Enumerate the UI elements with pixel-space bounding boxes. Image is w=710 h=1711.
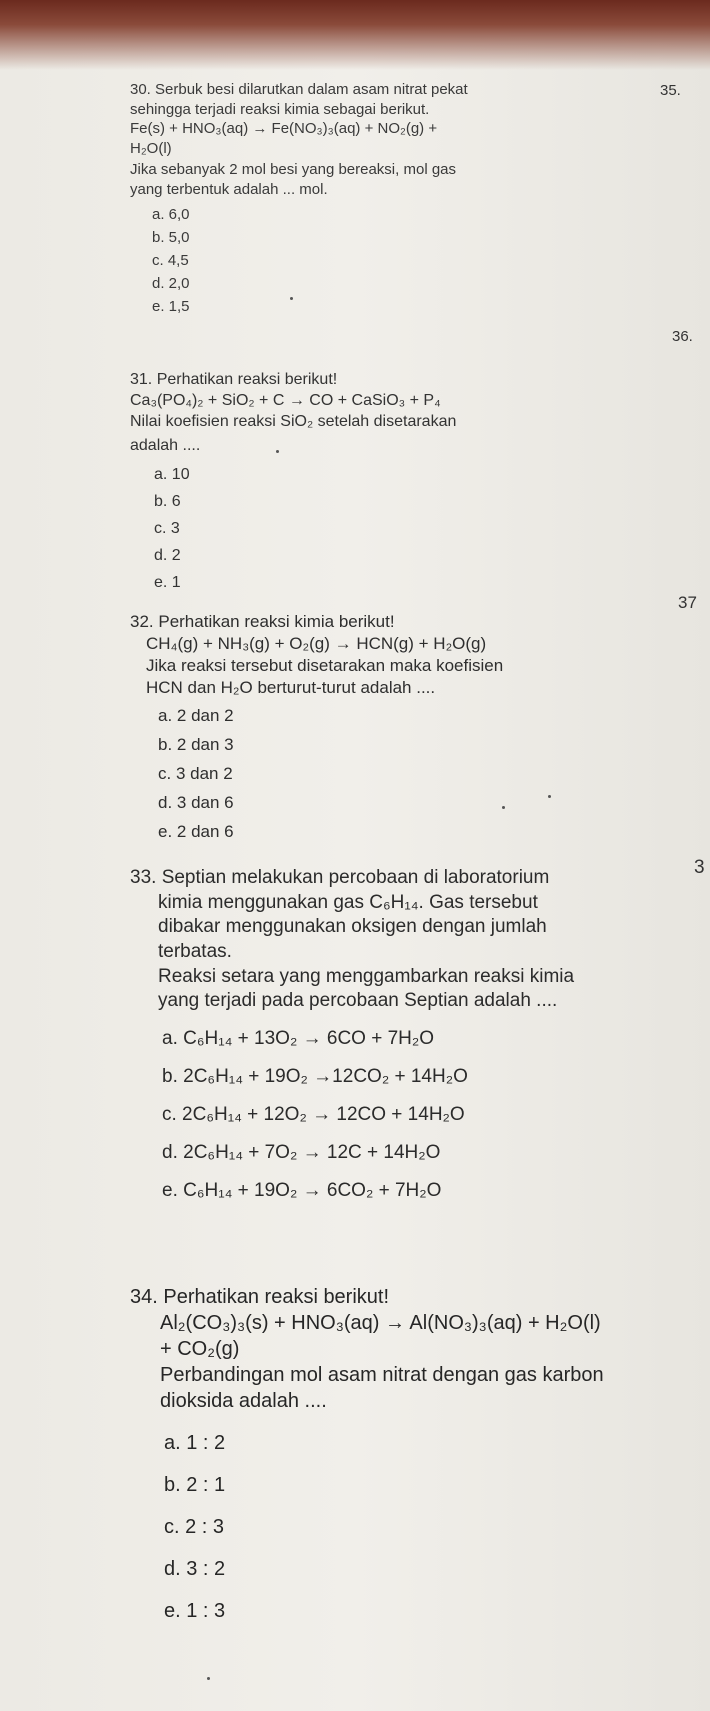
q31-stem-line2: Nilai koefisien reaksi SiO₂ setelah disetarakan (130, 412, 457, 430)
q30-option-b[interactable]: b. 5,0 (152, 229, 190, 246)
q31-option-d[interactable]: d. 2 (154, 547, 181, 565)
paper-speck (290, 297, 293, 300)
question-30 (130, 80, 700, 318)
q33-stem-line4: terbatas. (158, 941, 232, 963)
q34-stem-line3: dioksida adalah .... (160, 1390, 327, 1412)
question-32 (130, 611, 700, 846)
q30-equation-line1: Fe(s) + HNO₃(aq) → Fe(NO₃)₃(aq) + NO₂(g) + (130, 120, 438, 137)
q34-option-d[interactable]: d. 3 : 2 (164, 1558, 226, 1580)
q34-option-c[interactable]: c. 2 : 3 (164, 1516, 225, 1538)
q30-option-c[interactable]: c. 4,5 (152, 252, 189, 269)
q34-stem-line2: Perbandingan mol asam nitrat dengan gas karbon (160, 1364, 604, 1386)
paper-speck (276, 450, 279, 453)
q30-stem-line4: yang terbentuk adalah ... mol. (130, 180, 328, 198)
side-number-3: 3 (694, 857, 705, 878)
q30-option-a[interactable]: a. 6,0 (152, 206, 190, 223)
q32-equation: CH₄(g) + NH₃(g) + O₂(g) → HCN(g) + H₂O(g) (146, 634, 487, 654)
q31-stem-line3: adalah .... (130, 437, 201, 455)
q32-option-a[interactable]: a. 2 dan 2 (158, 706, 234, 726)
paper-speck (548, 795, 551, 798)
q32-option-e[interactable]: e. 2 dan 6 (158, 822, 234, 842)
question-33 (130, 866, 700, 1210)
q34-equation-line1: Al₂(CO₃)₃(s) + HNO₃(aq) → Al(NO₃)₃(aq) + H₂O(l) (160, 1312, 601, 1334)
q32-option-d[interactable]: d. 3 dan 6 (158, 793, 234, 813)
q30-stem-line2: sehingga terjadi reaksi kimia sebagai berikut. (130, 100, 430, 118)
q31-option-c[interactable]: c. 3 (154, 520, 180, 538)
paper-speck (207, 1677, 210, 1680)
q33-option-e[interactable]: e. C₆H₁₄ + 19O₂ → 6CO₂ + 7H₂O (162, 1180, 442, 1202)
q31-equation: Ca₃(PO₄)₂ + SiO₂ + C → CO + CaSiO₃ + P₄ (130, 391, 441, 409)
page-edge-shadow (0, 0, 710, 70)
q33-stem-line2: kimia menggunakan gas C₆H₁₄. Gas tersebut (158, 891, 538, 913)
q33-option-c[interactable]: c. 2C₆H₁₄ + 12O₂ → 12CO + 14H₂O (162, 1104, 465, 1126)
q32-option-c[interactable]: c. 3 dan 2 (158, 764, 233, 784)
q33-stem-line6: yang terjadi pada percobaan Septian adalah .... (158, 990, 558, 1012)
q33-option-a[interactable]: a. C₆H₁₄ + 13O₂ → 6CO + 7H₂O (162, 1028, 435, 1050)
q33-stem-line3: dibakar menggunakan oksigen dengan jumlah (158, 916, 547, 938)
q32-stem-line3: HCN dan H₂O berturut-turut adalah .... (146, 678, 436, 698)
q34-equation-line2: + CO₂(g) (160, 1338, 240, 1360)
q30-stem-line3: Jika sebanyak 2 mol besi yang bereaksi, mol gas (130, 161, 457, 178)
question-31 (130, 370, 700, 596)
q33-stem-line1: 33. Septian melakukan percobaan di laboratorium (130, 867, 550, 888)
q31-option-a[interactable]: a. 10 (154, 466, 190, 484)
q33-stem-line5: Reaksi setara yang menggambarkan reaksi kimia (158, 965, 575, 987)
q31-option-e[interactable]: e. 1 (154, 574, 181, 592)
q33-option-b[interactable]: b. 2C₆H₁₄ + 19O₂ →12CO₂ + 14H₂O (162, 1066, 468, 1088)
q30-option-e[interactable]: e. 1,5 (152, 298, 190, 315)
q34-option-a[interactable]: a. 1 : 2 (164, 1432, 226, 1454)
q34-option-e[interactable]: e. 1 : 3 (164, 1600, 226, 1622)
q34-stem-line1: 34. Perhatikan reaksi berikut! (130, 1286, 390, 1308)
paper-speck (502, 806, 505, 809)
q33-option-d[interactable]: d. 2C₆H₁₄ + 7O₂ → 12C + 14H₂O (162, 1142, 441, 1164)
q31-stem-line1: 31. Perhatikan reaksi berikut! (130, 371, 338, 388)
q31-option-b[interactable]: b. 6 (154, 493, 181, 511)
q30-stem-line1: 30. Serbuk besi dilarutkan dalam asam nitrat pekat (130, 81, 468, 98)
side-number-36: 36. (672, 328, 693, 345)
q30-equation-line2: H₂O(l) (130, 139, 172, 157)
question-34 (130, 1284, 700, 1632)
q34-option-b[interactable]: b. 2 : 1 (164, 1474, 226, 1496)
q32-stem-line2: Jika reaksi tersebut disetarakan maka koefisien (146, 656, 504, 676)
side-number-37: 37 (678, 593, 697, 612)
q32-option-b[interactable]: b. 2 dan 3 (158, 735, 234, 755)
q32-stem-line1: 32. Perhatikan reaksi kimia berikut! (130, 612, 395, 631)
q30-option-d[interactable]: d. 2,0 (152, 275, 190, 292)
side-number-35: 35. (660, 82, 681, 99)
